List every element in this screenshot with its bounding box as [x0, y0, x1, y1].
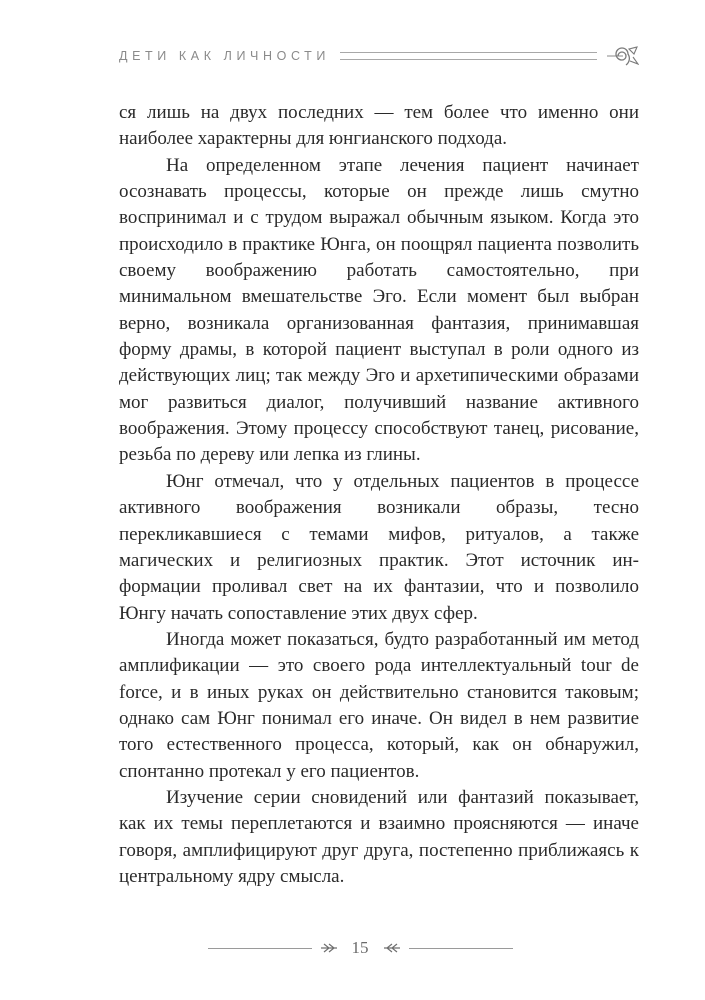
paragraph: Иногда может показаться, будто разработанный им метод амплификации — это своего рода интеллектуальный tour de force, и в иных руках он действительно становится таковым; однако сам Юнг понимал его иначе. Он видел в нем развитие того естественного процесса, который, как он обнаружил, спонтанно протекал у его пациентов. — [119, 628, 639, 782]
footer-rule-left — [208, 948, 312, 949]
fleuron-left-icon — [320, 942, 338, 954]
header-double-rule — [340, 52, 597, 60]
spiral-ornament-icon — [605, 45, 639, 67]
paragraph: На определенном этапе лечения пациент начинает осознавать процессы, которые он прежде лишь смутно воспринимал и с трудом выражал обычным языком. Когда это происходило в практике Юнга, он поощрял пациента позволить своему воображению работать самостоятельно, при минимальном вмешательстве Эго. Если момент был выбран верно, возникала организованная фантазия, принимавшая форму драмы, в которой пациент выступал в роли одного из действующих лиц; так между Эго и архетипическими образами мог развиться диалог, получивший название активного воображения. Этому процессу способствуют танец, рисование, резьба по дереву или лепка из глины. — [119, 154, 639, 466]
fleuron-right-icon — [383, 942, 401, 954]
running-head-title: ДЕТИ КАК ЛИЧНОСТИ — [119, 49, 330, 63]
paragraph: ся лишь на двух последних — тем более что именно они наиболее характерны для юнгианского подхода. — [119, 102, 639, 150]
paragraph: Изучение серии сновидений или фантазий показывает, как их темы переплетаются и взаимно проясняются — иначе говоря, амплифицируют друг друга, постепенно приближаясь к центральному ядру смысла. — [119, 786, 639, 887]
page-number: 15 — [351, 938, 369, 957]
running-header — [119, 44, 639, 68]
paragraph: Юнг отмечал, что у отдельных пациентов в процессе активного воображения возникали образы, тесно перекликавшиеся с темами мифов, ритуалов, а также магических и религиозных практик. Этот источник информации проливал свет на их фантазии, что и позволило Юнгу начать сопоставление этих двух сфер. — [119, 470, 639, 624]
body-text — [119, 100, 639, 890]
page-footer — [200, 936, 520, 960]
footer-rule-right — [409, 948, 513, 949]
